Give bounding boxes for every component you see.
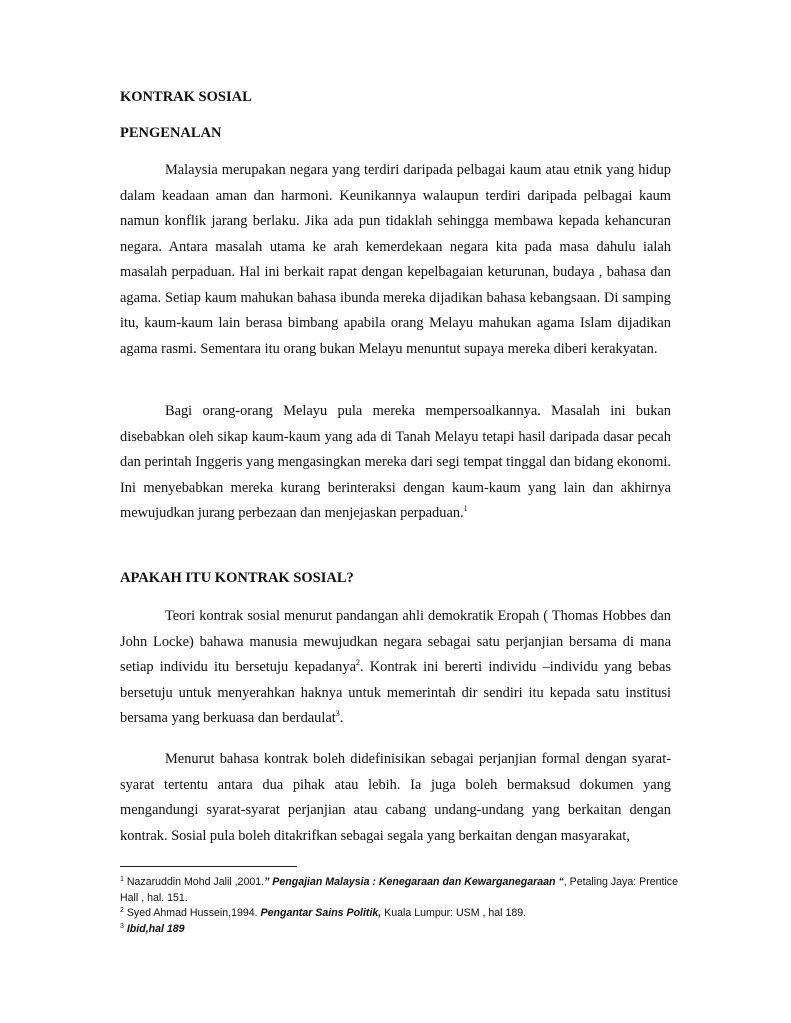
section-heading-apakah: APAKAH ITU KONTRAK SOSIAL?: [120, 570, 354, 586]
footnote-1: [120, 875, 680, 906]
paragraph-3-text-b: . Kontrak ini bererti individu –individu yang bebas bersetuju untuk menyerahkan haknya untuk memerintah dir sendiri itu kepada satu institusi bersama yang berkuasa dan berdaulat: [120, 659, 671, 726]
section-heading-pengenalan: PENGENALAN: [120, 125, 222, 141]
footnote-3: [120, 922, 680, 938]
footnote-book-title: Ibid,hal 189: [126, 922, 185, 935]
paragraph-3-text-a: Teori kontrak sosial menurut pandangan ahli demokratik Eropah ( Thomas Hobbes dan John Locke) bahawa manusia mewujudkan negara sebagai satu perjanjian bersama di mana setiap individu itu bersetuju kepadanya: [120, 608, 671, 675]
footnote-ref-1: 1: [463, 504, 468, 513]
paragraph-1: Malaysia merupakan negara yang terdiri daripada pelbagai kaum atau etnik yang hidup dalam keadaan aman dan harmoni. Keunikannya walaupun terdiri daripada pelbagai kaum namun konflik jarang berlaku. Jika ada pun tidaklah sehingga membawa kepada kehancuran negara. Antara masalah utama ke arah kemerdekaan negara kita pada masa dahulu ialah masalah perpaduan. Hal ini berkait rapat dengan kepelbagaian keturunan, budaya , bahasa dan agama. Setiap kaum mahukan bahasa ibunda mereka dijadikan bahasa kebangsaan. Di samping itu, kaum-kaum lain berasa bimbang apabila orang Melayu mahukan agama Islam dijadikan agama rasmi. Sementara itu orang bukan Melayu menuntut supaya mereka diberi kerakyatan.: [120, 162, 671, 357]
document-title: KONTRAK SOSIAL: [120, 89, 252, 105]
footnote-author: Nazaruddin Mohd Jalil ,2001.: [123, 876, 265, 888]
footnote-divider: [120, 866, 297, 867]
footnote-ref-3: 3: [335, 709, 340, 718]
footnote-ref-2: 2: [355, 658, 360, 667]
footnote-book-title: Pengantar Sains Politik,: [260, 907, 382, 919]
footnotes: [120, 875, 680, 937]
footnote-number: 1: [120, 876, 124, 883]
footnote-2: [120, 906, 680, 922]
paragraph-3-text-c: .: [339, 710, 344, 726]
footnote-number: 3: [120, 922, 124, 930]
paragraph-3: [120, 604, 671, 732]
paragraph-4: Menurut bahasa kontrak boleh didefinisikan sebagai perjanjian formal dengan syarat-syarat tertentu antara dua pihak atau lebih. Ia juga boleh bermaksud dokumen yang mengandungi syarat-syarat perjanjian atau cabang undang-undang yang berkaitan dengan kontrak. Sosial pula boleh ditakrifkan sebagai segala yang berkaitan dengan masyarakat,: [120, 751, 671, 844]
paragraph-2: [120, 399, 671, 527]
footnote-book-title: ” Pengajian Malaysia : Kenegaraan dan Kewarganegaraan “: [264, 876, 564, 888]
footnote-number: 2: [120, 907, 124, 914]
paragraph-2-text: Bagi orang-orang Melayu pula mereka mempersoalkannya. Masalah ini bukan disebabkan oleh sikap kaum-kaum yang ada di Tanah Melayu tetapi hasil daripada dasar pecah dan perintah Inggeris yang mengasingkan mereka dari segi tempat tinggal dan bidang ekonomi. Ini menyebabkan mereka kurang berinteraksi dengan kaum-kaum yang lain dan akhirnya mewujudkan jurang perbezaan dan menjejaskan perpaduan.: [120, 403, 671, 521]
footnote-publisher: Kuala Lumpur: USM , hal 189.: [381, 907, 527, 919]
footnote-author: Syed Ahmad Hussein,1994.: [123, 907, 261, 919]
footnote-publisher: , Petaling Jaya: Prentice Hall , hal. 151.: [120, 876, 678, 904]
